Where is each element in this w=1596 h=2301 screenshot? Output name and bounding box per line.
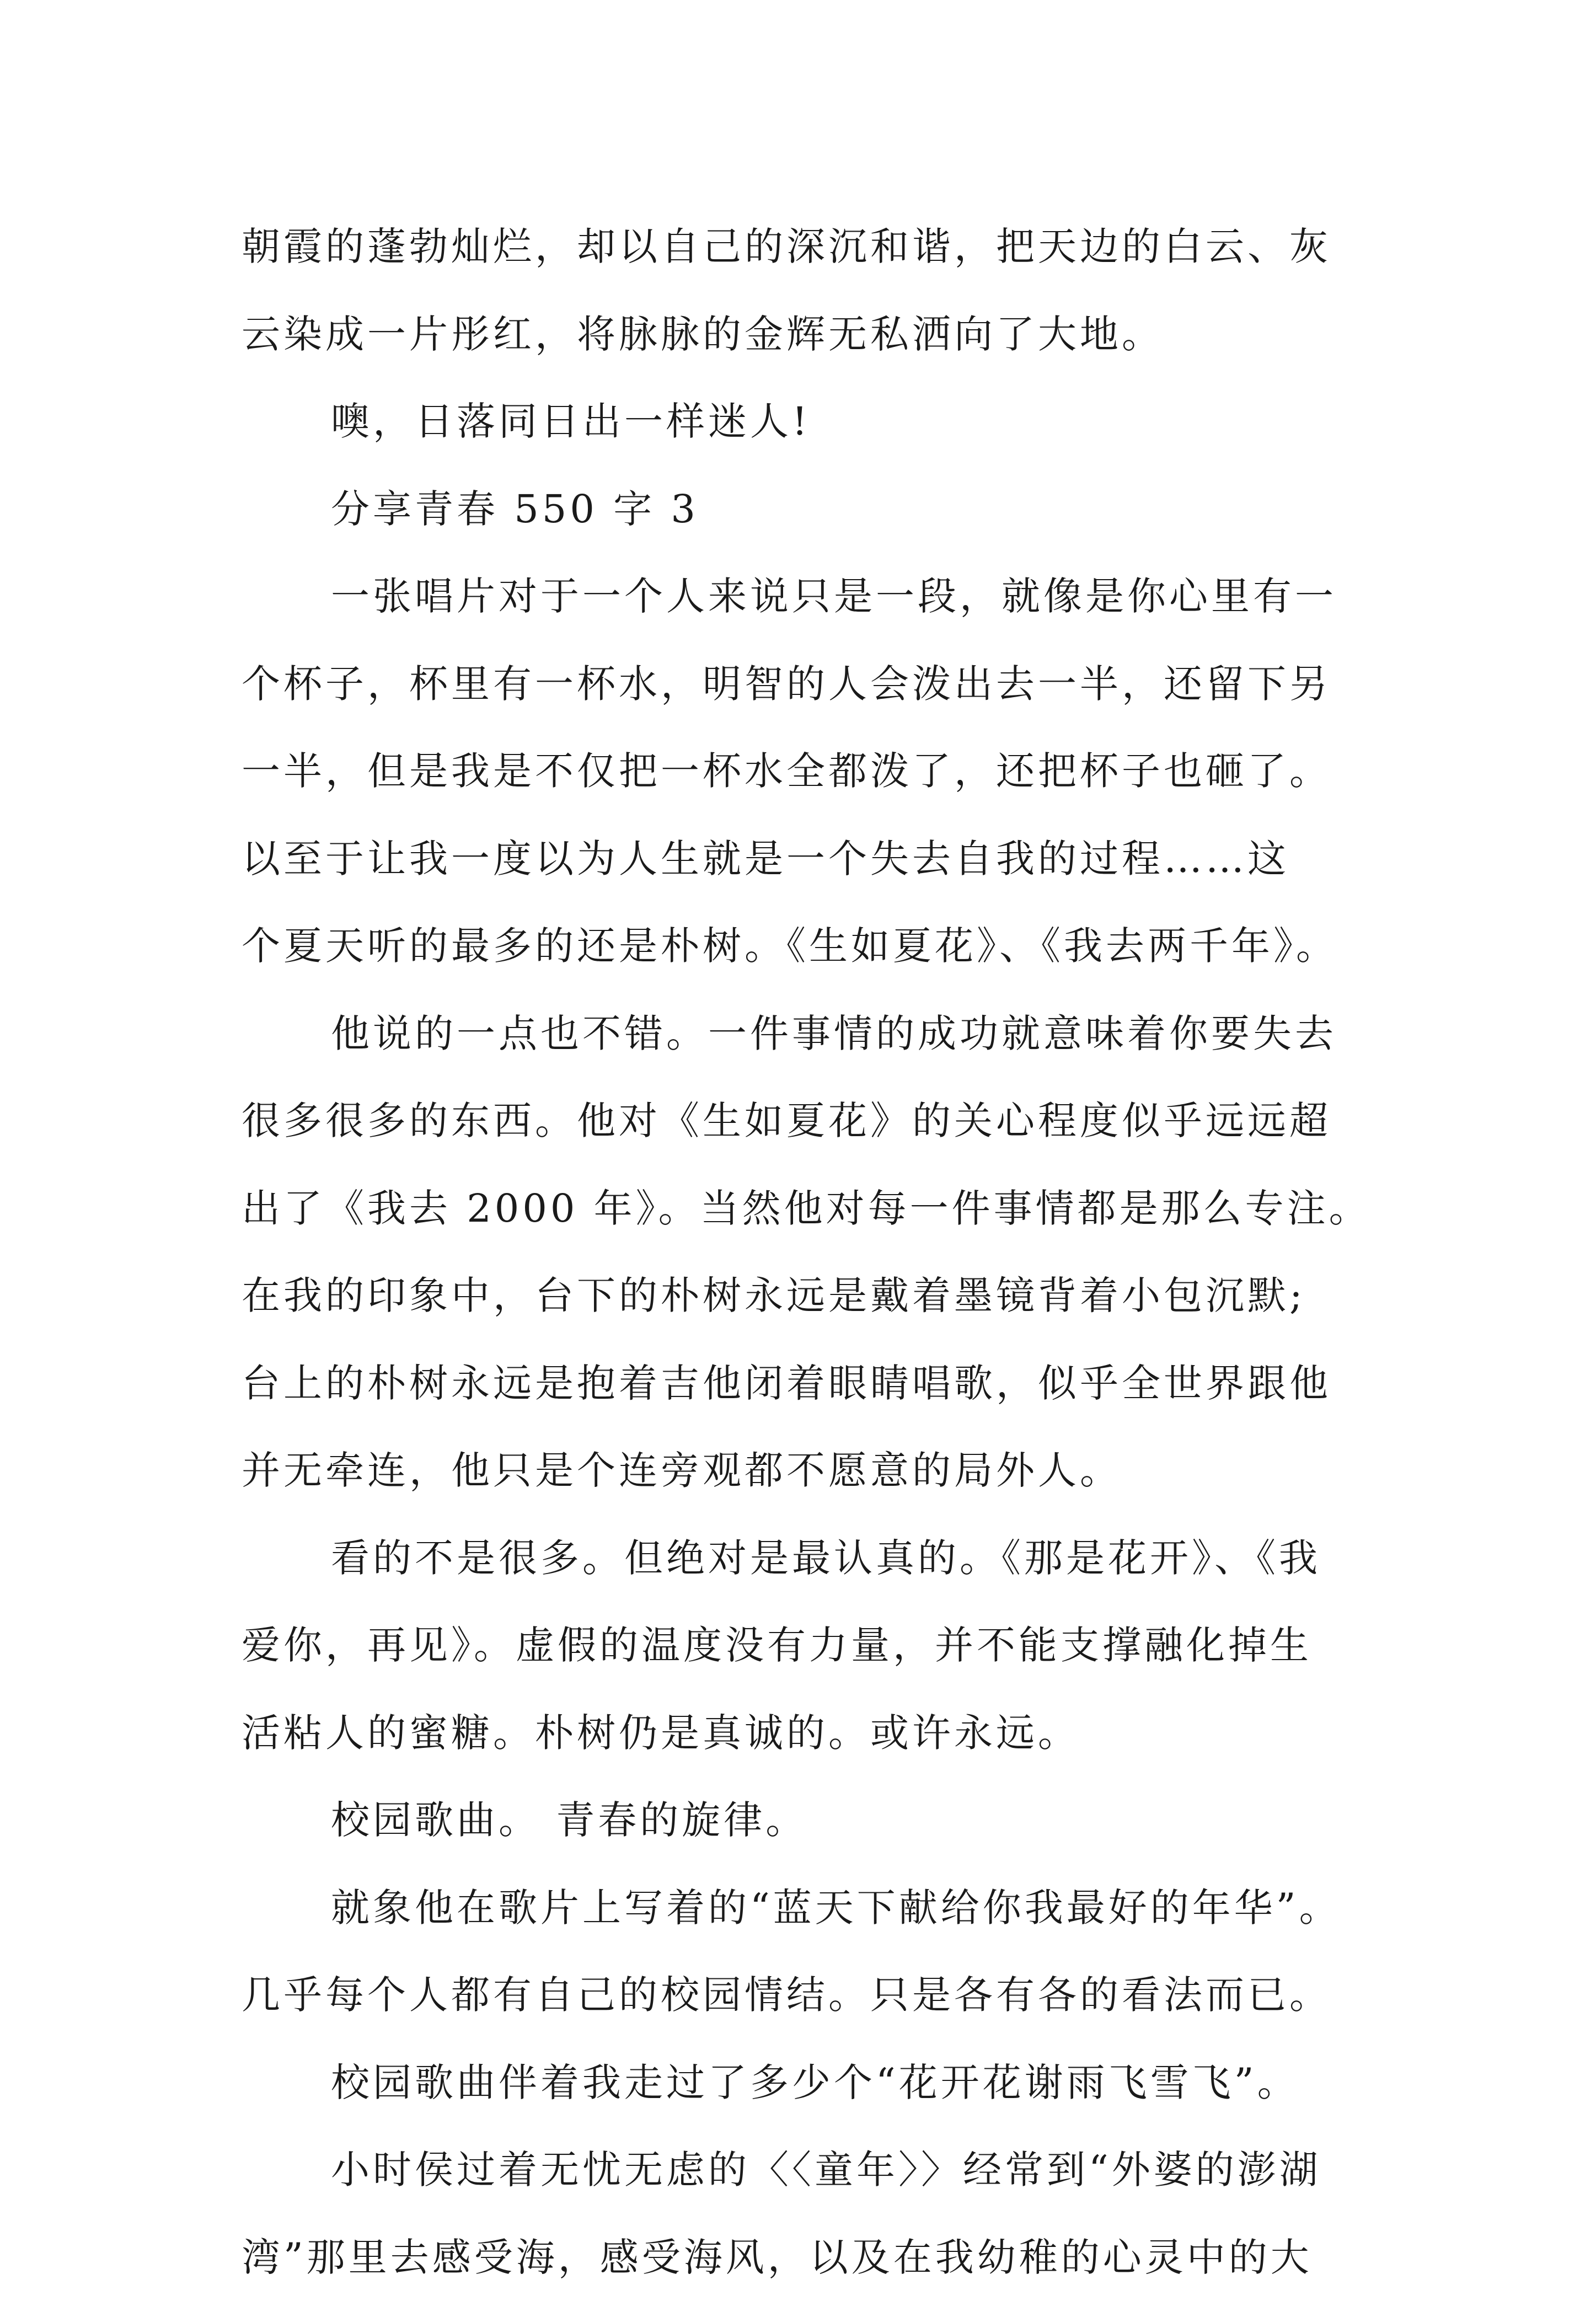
text-line: 朝霞的蓬勃灿烂，却以自己的深沉和谐，把天边的白云、灰 bbox=[242, 203, 1372, 291]
text-line: 并无牵连，他只是个连旁观都不愿意的局外人。 bbox=[242, 1427, 1372, 1515]
text-line: 活粘人的蜜糖。朴树仍是真诚的。或许永远。 bbox=[242, 1689, 1372, 1777]
text-line: 出了《我去 2000 年》。当然他对每一件事情都是那么专注。 bbox=[242, 1165, 1372, 1253]
text-line: 看的不是很多。但绝对是最认真的。《那是花开》、《我 bbox=[242, 1515, 1372, 1602]
text-line: 一半，但是我是不仅把一杯水全都泼了，还把杯子也砸了。 bbox=[242, 727, 1372, 815]
text-line: 他说的一点也不错。一件事情的成功就意味着你要失去 bbox=[242, 990, 1372, 1078]
section-heading: 分享青春 550 字 3 bbox=[242, 465, 1372, 553]
text-line: 以至于让我一度以为人生就是一个失去自我的过程……这 bbox=[242, 815, 1372, 903]
text-line: 一张唱片对于一个人来说只是一段，就像是你心里有一 bbox=[242, 553, 1372, 640]
text-line: 湾”那里去感受海，感受海风，以及在我幼稚的心灵中的大 bbox=[242, 2214, 1372, 2301]
text-line: 台上的朴树永远是抱着吉他闭着眼睛唱歌，似乎全世界跟他 bbox=[242, 1340, 1372, 1427]
body-text bbox=[242, 203, 1372, 2301]
text-line: 个杯子，杯里有一杯水，明智的人会泼出去一半，还留下另 bbox=[242, 640, 1372, 728]
text-line: 在我的印象中，台下的朴树永远是戴着墨镜背着小包沉默; bbox=[242, 1252, 1372, 1340]
text-line: 个夏天听的最多的还是朴树。《生如夏花》、《我去两千年》。 bbox=[242, 902, 1372, 990]
text-line: 校园歌曲。 青春的旋律。 bbox=[242, 1776, 1372, 1864]
text-line: 小时侯过着无忧无虑的〈〈童年〉〉经常到“外婆的澎湖 bbox=[242, 2126, 1372, 2214]
text-line: 校园歌曲伴着我走过了多少个“花开花谢雨飞雪飞”。 bbox=[242, 2039, 1372, 2127]
text-line: 很多很多的东西。他对《生如夏花》的关心程度似乎远远超 bbox=[242, 1077, 1372, 1165]
text-line: 就象他在歌片上写着的“蓝天下献给你我最好的年华”。 bbox=[242, 1864, 1372, 1952]
text-line: 几乎每个人都有自己的校园情结。只是各有各的看法而已。 bbox=[242, 1951, 1372, 2039]
text-line: 噢，日落同日出一样迷人! bbox=[242, 378, 1372, 465]
text-line: 爱你，再见》。虚假的温度没有力量，并不能支撑融化掉生 bbox=[242, 1602, 1372, 1689]
text-line: 云染成一片彤红，将脉脉的金辉无私洒向了大地。 bbox=[242, 291, 1372, 378]
